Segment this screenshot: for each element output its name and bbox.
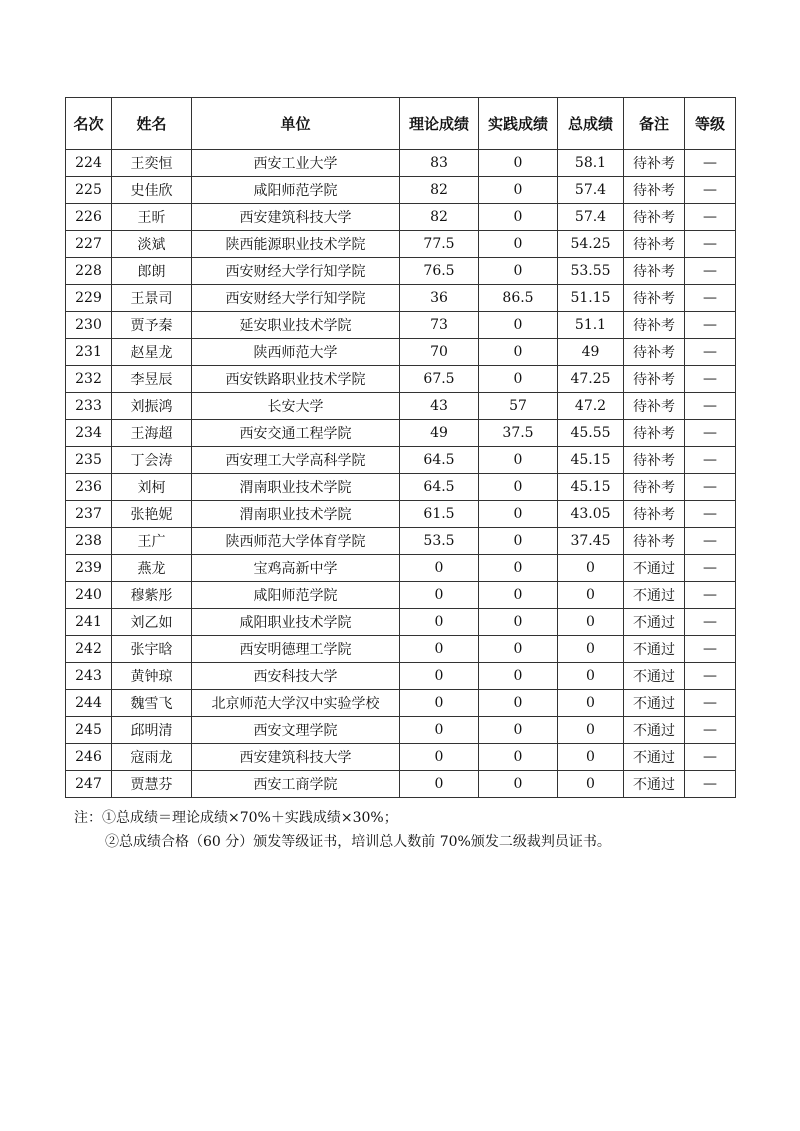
cell-name: 邱明清 xyxy=(112,717,192,744)
cell-name: 魏雪飞 xyxy=(112,690,192,717)
cell-name: 贾慧芬 xyxy=(112,771,192,798)
cell-grade: — xyxy=(685,528,736,555)
cell-total-score: 0 xyxy=(558,663,624,690)
cell-name: 史佳欣 xyxy=(112,177,192,204)
cell-practice-score: 37.5 xyxy=(479,420,558,447)
cell-total-score: 58.1 xyxy=(558,150,624,177)
cell-theory-score: 73 xyxy=(400,312,479,339)
cell-total-score: 57.4 xyxy=(558,177,624,204)
cell-grade: — xyxy=(685,204,736,231)
cell-total-score: 0 xyxy=(558,744,624,771)
cell-unit: 西安财经大学行知学院 xyxy=(192,258,400,285)
cell-theory-score: 53.5 xyxy=(400,528,479,555)
cell-name: 刘乙如 xyxy=(112,609,192,636)
cell-total-score: 47.2 xyxy=(558,393,624,420)
cell-theory-score: 0 xyxy=(400,609,479,636)
cell-practice-score: 0 xyxy=(479,690,558,717)
table-row xyxy=(66,177,736,204)
table-row xyxy=(66,636,736,663)
table-row xyxy=(66,609,736,636)
table-body xyxy=(66,150,736,798)
cell-rank: 239 xyxy=(66,555,112,582)
cell-unit: 西安文理学院 xyxy=(192,717,400,744)
cell-practice-score: 0 xyxy=(479,231,558,258)
cell-grade: — xyxy=(685,177,736,204)
cell-rank: 236 xyxy=(66,474,112,501)
cell-remark: 待补考 xyxy=(624,339,685,366)
cell-unit: 渭南职业技术学院 xyxy=(192,474,400,501)
cell-name: 穆紫彤 xyxy=(112,582,192,609)
header-remark: 备注 xyxy=(624,98,685,150)
cell-unit: 陕西能源职业技术学院 xyxy=(192,231,400,258)
cell-theory-score: 64.5 xyxy=(400,447,479,474)
cell-unit: 西安铁路职业技术学院 xyxy=(192,366,400,393)
cell-remark: 待补考 xyxy=(624,501,685,528)
cell-grade: — xyxy=(685,258,736,285)
cell-theory-score: 67.5 xyxy=(400,366,479,393)
cell-practice-score: 0 xyxy=(479,447,558,474)
cell-remark: 不通过 xyxy=(624,771,685,798)
cell-theory-score: 0 xyxy=(400,636,479,663)
cell-unit: 咸阳师范学院 xyxy=(192,177,400,204)
cell-total-score: 0 xyxy=(558,771,624,798)
header-practice-score: 实践成绩 xyxy=(479,98,558,150)
cell-practice-score: 0 xyxy=(479,339,558,366)
cell-name: 李昱辰 xyxy=(112,366,192,393)
cell-unit: 长安大学 xyxy=(192,393,400,420)
cell-total-score: 57.4 xyxy=(558,204,624,231)
cell-name: 丁会涛 xyxy=(112,447,192,474)
cell-practice-score: 0 xyxy=(479,501,558,528)
cell-grade: — xyxy=(685,339,736,366)
cell-grade: — xyxy=(685,366,736,393)
cell-rank: 243 xyxy=(66,663,112,690)
cell-name: 张艳妮 xyxy=(112,501,192,528)
cell-practice-score: 0 xyxy=(479,582,558,609)
cell-remark: 待补考 xyxy=(624,420,685,447)
table-row xyxy=(66,501,736,528)
cell-rank: 228 xyxy=(66,258,112,285)
cell-name: 寇雨龙 xyxy=(112,744,192,771)
table-row xyxy=(66,420,736,447)
cell-theory-score: 0 xyxy=(400,744,479,771)
cell-practice-score: 0 xyxy=(479,555,558,582)
cell-unit: 陕西师范大学体育学院 xyxy=(192,528,400,555)
cell-rank: 240 xyxy=(66,582,112,609)
cell-grade: — xyxy=(685,663,736,690)
cell-rank: 227 xyxy=(66,231,112,258)
footnotes xyxy=(74,806,734,854)
cell-remark: 待补考 xyxy=(624,474,685,501)
cell-theory-score: 82 xyxy=(400,177,479,204)
cell-remark: 不通过 xyxy=(624,744,685,771)
cell-total-score: 47.25 xyxy=(558,366,624,393)
header-total-score: 总成绩 xyxy=(558,98,624,150)
cell-total-score: 0 xyxy=(558,717,624,744)
cell-total-score: 45.15 xyxy=(558,474,624,501)
cell-rank: 244 xyxy=(66,690,112,717)
table-row xyxy=(66,204,736,231)
cell-rank: 233 xyxy=(66,393,112,420)
cell-grade: — xyxy=(685,636,736,663)
cell-unit: 西安科技大学 xyxy=(192,663,400,690)
cell-theory-score: 0 xyxy=(400,663,479,690)
cell-practice-score: 57 xyxy=(479,393,558,420)
cell-practice-score: 0 xyxy=(479,636,558,663)
cell-practice-score: 0 xyxy=(479,366,558,393)
table-header-row xyxy=(66,98,736,150)
cell-rank: 238 xyxy=(66,528,112,555)
cell-practice-score: 0 xyxy=(479,663,558,690)
cell-name: 王昕 xyxy=(112,204,192,231)
cell-total-score: 45.55 xyxy=(558,420,624,447)
table-row xyxy=(66,528,736,555)
cell-remark: 不通过 xyxy=(624,555,685,582)
cell-rank: 241 xyxy=(66,609,112,636)
table-row xyxy=(66,285,736,312)
cell-grade: — xyxy=(685,501,736,528)
cell-practice-score: 0 xyxy=(479,312,558,339)
cell-remark: 待补考 xyxy=(624,285,685,312)
cell-remark: 待补考 xyxy=(624,366,685,393)
cell-practice-score: 0 xyxy=(479,258,558,285)
cell-unit: 西安建筑科技大学 xyxy=(192,744,400,771)
cell-rank: 231 xyxy=(66,339,112,366)
table-row xyxy=(66,744,736,771)
cell-unit: 西安理工大学高科学院 xyxy=(192,447,400,474)
table-row xyxy=(66,312,736,339)
cell-unit: 西安财经大学行知学院 xyxy=(192,285,400,312)
cell-unit: 咸阳职业技术学院 xyxy=(192,609,400,636)
cell-name: 刘柯 xyxy=(112,474,192,501)
cell-grade: — xyxy=(685,474,736,501)
cell-theory-score: 36 xyxy=(400,285,479,312)
cell-remark: 待补考 xyxy=(624,204,685,231)
table-row xyxy=(66,663,736,690)
cell-name: 赵星龙 xyxy=(112,339,192,366)
cell-unit: 西安工商学院 xyxy=(192,771,400,798)
cell-rank: 224 xyxy=(66,150,112,177)
cell-grade: — xyxy=(685,420,736,447)
cell-total-score: 0 xyxy=(558,582,624,609)
cell-name: 王海超 xyxy=(112,420,192,447)
cell-name: 黄钟琼 xyxy=(112,663,192,690)
cell-rank: 242 xyxy=(66,636,112,663)
cell-remark: 待补考 xyxy=(624,177,685,204)
cell-theory-score: 0 xyxy=(400,771,479,798)
cell-remark: 待补考 xyxy=(624,258,685,285)
cell-grade: — xyxy=(685,285,736,312)
cell-name: 张宇晗 xyxy=(112,636,192,663)
cell-grade: — xyxy=(685,582,736,609)
cell-grade: — xyxy=(685,609,736,636)
cell-grade: — xyxy=(685,744,736,771)
cell-rank: 247 xyxy=(66,771,112,798)
cell-total-score: 51.1 xyxy=(558,312,624,339)
cell-name: 王广 xyxy=(112,528,192,555)
cell-remark: 待补考 xyxy=(624,447,685,474)
header-rank: 名次 xyxy=(66,98,112,150)
cell-unit: 西安工业大学 xyxy=(192,150,400,177)
header-theory-score: 理论成绩 xyxy=(400,98,479,150)
cell-remark: 待补考 xyxy=(624,528,685,555)
cell-theory-score: 70 xyxy=(400,339,479,366)
cell-practice-score: 0 xyxy=(479,609,558,636)
footnote-line-1: 注：①总成绩＝理论成绩×70%＋实践成绩×30%； xyxy=(74,810,398,826)
table-row xyxy=(66,258,736,285)
cell-grade: — xyxy=(685,447,736,474)
cell-rank: 232 xyxy=(66,366,112,393)
cell-theory-score: 61.5 xyxy=(400,501,479,528)
cell-practice-score: 0 xyxy=(479,771,558,798)
cell-unit: 西安建筑科技大学 xyxy=(192,204,400,231)
cell-grade: — xyxy=(685,555,736,582)
cell-rank: 246 xyxy=(66,744,112,771)
cell-total-score: 37.45 xyxy=(558,528,624,555)
table-row xyxy=(66,231,736,258)
cell-practice-score: 0 xyxy=(479,744,558,771)
cell-practice-score: 0 xyxy=(479,204,558,231)
cell-unit: 渭南职业技术学院 xyxy=(192,501,400,528)
cell-remark: 待补考 xyxy=(624,231,685,258)
cell-unit: 宝鸡高新中学 xyxy=(192,555,400,582)
footnote-line-2: ②总成绩合格（60 分）颁发等级证书，培训总人数前 70%颁发二级裁判员证书。 xyxy=(105,834,611,850)
table-row xyxy=(66,393,736,420)
cell-remark: 不通过 xyxy=(624,609,685,636)
cell-practice-score: 0 xyxy=(479,528,558,555)
cell-grade: — xyxy=(685,771,736,798)
table-row xyxy=(66,717,736,744)
cell-rank: 245 xyxy=(66,717,112,744)
cell-practice-score: 0 xyxy=(479,177,558,204)
table-row xyxy=(66,447,736,474)
cell-total-score: 54.25 xyxy=(558,231,624,258)
header-grade: 等级 xyxy=(685,98,736,150)
cell-rank: 226 xyxy=(66,204,112,231)
cell-total-score: 53.55 xyxy=(558,258,624,285)
cell-theory-score: 82 xyxy=(400,204,479,231)
cell-unit: 北京师范大学汉中实验学校 xyxy=(192,690,400,717)
cell-grade: — xyxy=(685,312,736,339)
cell-theory-score: 77.5 xyxy=(400,231,479,258)
cell-total-score: 0 xyxy=(558,609,624,636)
cell-name: 燕龙 xyxy=(112,555,192,582)
cell-grade: — xyxy=(685,231,736,258)
cell-theory-score: 0 xyxy=(400,690,479,717)
table-row xyxy=(66,150,736,177)
table-row xyxy=(66,690,736,717)
header-name: 姓名 xyxy=(112,98,192,150)
cell-total-score: 0 xyxy=(558,690,624,717)
cell-grade: — xyxy=(685,690,736,717)
cell-remark: 不通过 xyxy=(624,636,685,663)
table-row xyxy=(66,339,736,366)
cell-remark: 不通过 xyxy=(624,690,685,717)
cell-remark: 待补考 xyxy=(624,150,685,177)
cell-theory-score: 0 xyxy=(400,555,479,582)
cell-remark: 不通过 xyxy=(624,582,685,609)
table-row xyxy=(66,582,736,609)
cell-total-score: 43.05 xyxy=(558,501,624,528)
cell-unit: 西安交通工程学院 xyxy=(192,420,400,447)
cell-name: 贾予秦 xyxy=(112,312,192,339)
cell-name: 淡斌 xyxy=(112,231,192,258)
table-row xyxy=(66,771,736,798)
cell-practice-score: 86.5 xyxy=(479,285,558,312)
cell-unit: 咸阳师范学院 xyxy=(192,582,400,609)
cell-total-score: 51.15 xyxy=(558,285,624,312)
table-row xyxy=(66,474,736,501)
cell-theory-score: 83 xyxy=(400,150,479,177)
cell-rank: 234 xyxy=(66,420,112,447)
cell-unit: 陕西师范大学 xyxy=(192,339,400,366)
cell-theory-score: 76.5 xyxy=(400,258,479,285)
cell-remark: 不通过 xyxy=(624,717,685,744)
cell-rank: 230 xyxy=(66,312,112,339)
cell-total-score: 0 xyxy=(558,636,624,663)
cell-remark: 待补考 xyxy=(624,393,685,420)
cell-theory-score: 49 xyxy=(400,420,479,447)
cell-practice-score: 0 xyxy=(479,474,558,501)
cell-rank: 237 xyxy=(66,501,112,528)
cell-theory-score: 0 xyxy=(400,717,479,744)
cell-name: 郎朗 xyxy=(112,258,192,285)
cell-grade: — xyxy=(685,393,736,420)
table-row xyxy=(66,555,736,582)
cell-rank: 235 xyxy=(66,447,112,474)
cell-theory-score: 43 xyxy=(400,393,479,420)
cell-practice-score: 0 xyxy=(479,717,558,744)
cell-total-score: 49 xyxy=(558,339,624,366)
cell-total-score: 0 xyxy=(558,555,624,582)
table-row xyxy=(66,366,736,393)
cell-unit: 延安职业技术学院 xyxy=(192,312,400,339)
cell-theory-score: 64.5 xyxy=(400,474,479,501)
cell-grade: — xyxy=(685,150,736,177)
cell-name: 刘振鸿 xyxy=(112,393,192,420)
cell-remark: 不通过 xyxy=(624,663,685,690)
cell-name: 王奕恒 xyxy=(112,150,192,177)
cell-theory-score: 0 xyxy=(400,582,479,609)
cell-rank: 225 xyxy=(66,177,112,204)
cell-grade: — xyxy=(685,717,736,744)
cell-total-score: 45.15 xyxy=(558,447,624,474)
cell-practice-score: 0 xyxy=(479,150,558,177)
header-unit: 单位 xyxy=(192,98,400,150)
cell-unit: 西安明德理工学院 xyxy=(192,636,400,663)
cell-remark: 待补考 xyxy=(624,312,685,339)
score-table xyxy=(65,97,736,798)
cell-name: 王景司 xyxy=(112,285,192,312)
cell-rank: 229 xyxy=(66,285,112,312)
